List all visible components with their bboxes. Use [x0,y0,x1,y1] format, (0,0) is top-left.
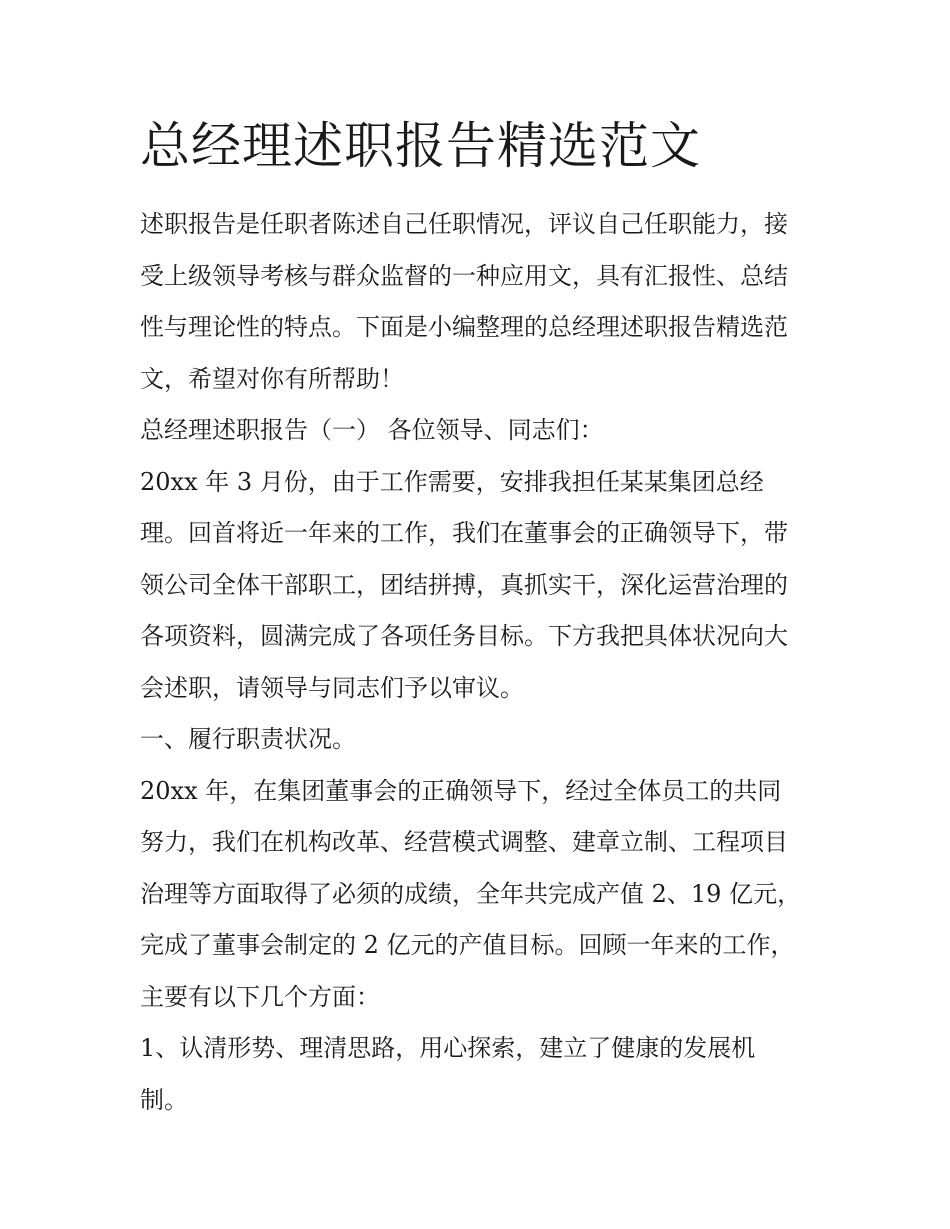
section-heading-line: 总经理述职报告（一） 各位领导、同志们： [140,416,604,444]
text-line: 20xx 年 3 月份，由于工作需要，安排我担任某某集团总经 [140,467,764,496]
text-line: 制。 [140,1085,188,1114]
text-line: 1、认清形势、理清思路，用心探索，建立了健康的发展机 [140,1034,756,1062]
section-heading-line: 一、履行职责状况。 [140,725,356,753]
text-line: 努力，我们在机构改革、经营模式调整、建章立制、工程项目 [140,828,788,856]
text-line: 治理等方面取得了必须的成绩，全年共完成产值 2、19 亿元， [140,879,802,908]
text-line: 会述职，请领导与同志们予以审议。 [140,673,524,702]
text-line: 性与理论性的特点。下面是小编整理的总经理述职报告精选范 [140,313,788,341]
text-line: 文，希望对你有所帮助！ [140,364,404,393]
document-body [140,199,820,1126]
text-line: 受上级领导考核与群众监督的一种应用文，具有汇报性、总结 [140,261,788,290]
text-line: 领公司全体干部职工，团结拼搏，真抓实干，深化运营治理的 [140,570,788,599]
text-line: 述职报告是任职者陈述自己任职情况，评议自己任职能力，接 [140,210,788,238]
document-title: 总经理述职报告精选范文 [140,117,701,175]
text-line: 理。回首将近一年来的工作，我们在董事会的正确领导下，带 [140,519,788,547]
text-line: 各项资料，圆满完成了各项任务目标。下方我把具体状况向大 [140,622,788,650]
text-line: 完成了董事会制定的 2 亿元的产值目标。回顾一年来的工作， [140,931,795,959]
text-line: 主要有以下几个方面： [140,982,380,1011]
text-line: 20xx 年，在集团董事会的正确领导下，经过全体员工的共同 [140,776,782,805]
